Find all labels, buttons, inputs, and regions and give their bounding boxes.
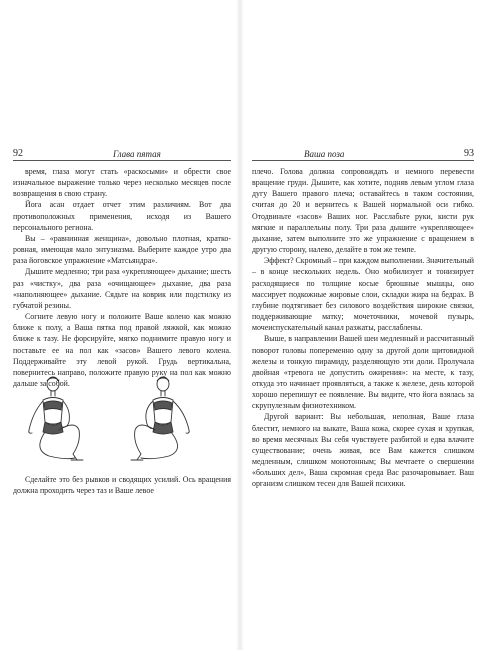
figure-1-arm-left [29,401,43,433]
figure-2-leg-up [135,425,155,460]
left-running-title: Глава пятая [113,149,161,159]
paragraph: Дышите медленно; три раза «укрепляющее» дыхание; шесть раз «чистку», два раза «очищающее» дыхание, два раза «наполняющее» дыхание. Сядьте на коврик или подстилку из губчатой резины. [13,267,231,310]
yoga-illustration [13,370,231,470]
figure-2-neck [161,391,165,396]
figure-1-neck [51,391,55,396]
right-running-head [252,148,474,161]
paragraph: плечо. Голова должна сопровождать и немного перевести вращение груди. Дышите, как хотите, подняв левым углом глаза дугу Вашего правого плеча; оставайтесь в таком состоянии, считая до 20 и вернитесь к Вашей нормальной оси гибко. Отодвиньте «засов» Ваших ног. Расслабьте руки, кисти рук мягкие и параллельны полу. Три раза дышите «укрепляющее» дыхание, затем выполните это же упражнение с вращением в другую сторону, налево, делайте в том же темпе. [252,167,474,255]
figure-2-hair [157,378,169,382]
paragraph: Йога асан отдает отчет этим различиям. Вот два противоположных применения, исходя из Вашего персонального региона. [13,200,231,232]
right-body-text [252,166,474,490]
figure-1-arm-right [63,401,69,427]
paragraph: Эффект? Скромный – при каждом выполнении. Значительный – в конце нескольких недель. Оно мобилизует и тонизирует расходящиеся по толщине косые брюшные мышцы, оно массирует подкожные жировые слои, складки жира на бедрах. В глубине подтягивает без силового воздействия широкие связки, поддерживающие матку; мочеточники, мочевой пузырь, мочеиспускательный канал разжаты, расслаблены. [252,256,474,333]
left-page-number: 92 [13,148,23,159]
paragraph: Согните левую ногу и положите Ваше колено как можно ближе к полу, а Ваша пятка под правой ляжкой, как можно ближе к тазу. Не форсируйте, мягко поднимите правую ногу и поставьте ее на пол как «засов» Вашего левого колена. Поддерживайте эту левой рукой. Грудь вертикальна, повернитесь направо, положите правую руку на пол как можно дальше за собой. [13,312,231,388]
paragraph: Выше, в направлении Вашей шеи медленный и рассчитанный поворот головы попеременно одну за другой доли щитовидной железы и тонкую пирамиду, разделяющую эти доли. Пролучала двойная «тревога не допустить ожирения»: на месте, к тазу, откуда это начинает проявляться, а также к железе, день которой хорошо перепишут ее появление. Вы видите, что йога взялась за скрупулезным физиотехником. [252,334,474,411]
left-body-text [13,166,231,389]
right-page [242,0,480,650]
figure-1-leg-down [40,432,75,459]
figure-1-top [44,401,62,410]
left-body-text-continued [13,474,231,496]
paragraph: время, глаза могут стать «раскосыми» и обрести свое изначальное выражение только через несколько месяцев после возвращения в свою страну. [13,167,231,199]
left-page [0,0,238,650]
figure-2-leg-down [141,432,178,459]
seated-yoga-twist-figures-icon [13,370,231,470]
paragraph: Другой вариант: Вы небольшая, неполная, Ваше глаза блестит, немного на выкате, Ваша кожа, скорее сухая и хрупкая, во время месячных Вы себя чувствуете разбитой и едва влачите существование; очень живая, все Вам кажется слишком медленным, слишком монотонным; Вы мечтаете о свершении «больших дел», Ваша скромная среда Вас разочаровывает. Ваш организм слишком тесен для Вашей психики. [252,412,474,489]
paragraph: Вы – «равнинная женщина», довольно плотная, кратко-ровная, имеющая мало энтузиазма. Выберите каждое утро два раза йоговское упражнение «Матсьяндра». [13,233,231,266]
figure-2-arm-right [173,401,189,433]
right-running-title: Ваша поза [304,149,345,159]
figure-2-top [154,401,172,410]
left-running-head [13,148,231,161]
figure-1-hair [47,378,59,382]
right-page-number: 93 [464,148,474,159]
paragraph: Сделайте это без рывков и сводящих усилий. Ось вращения должна проходить через таз и Ваше левое [13,475,231,496]
